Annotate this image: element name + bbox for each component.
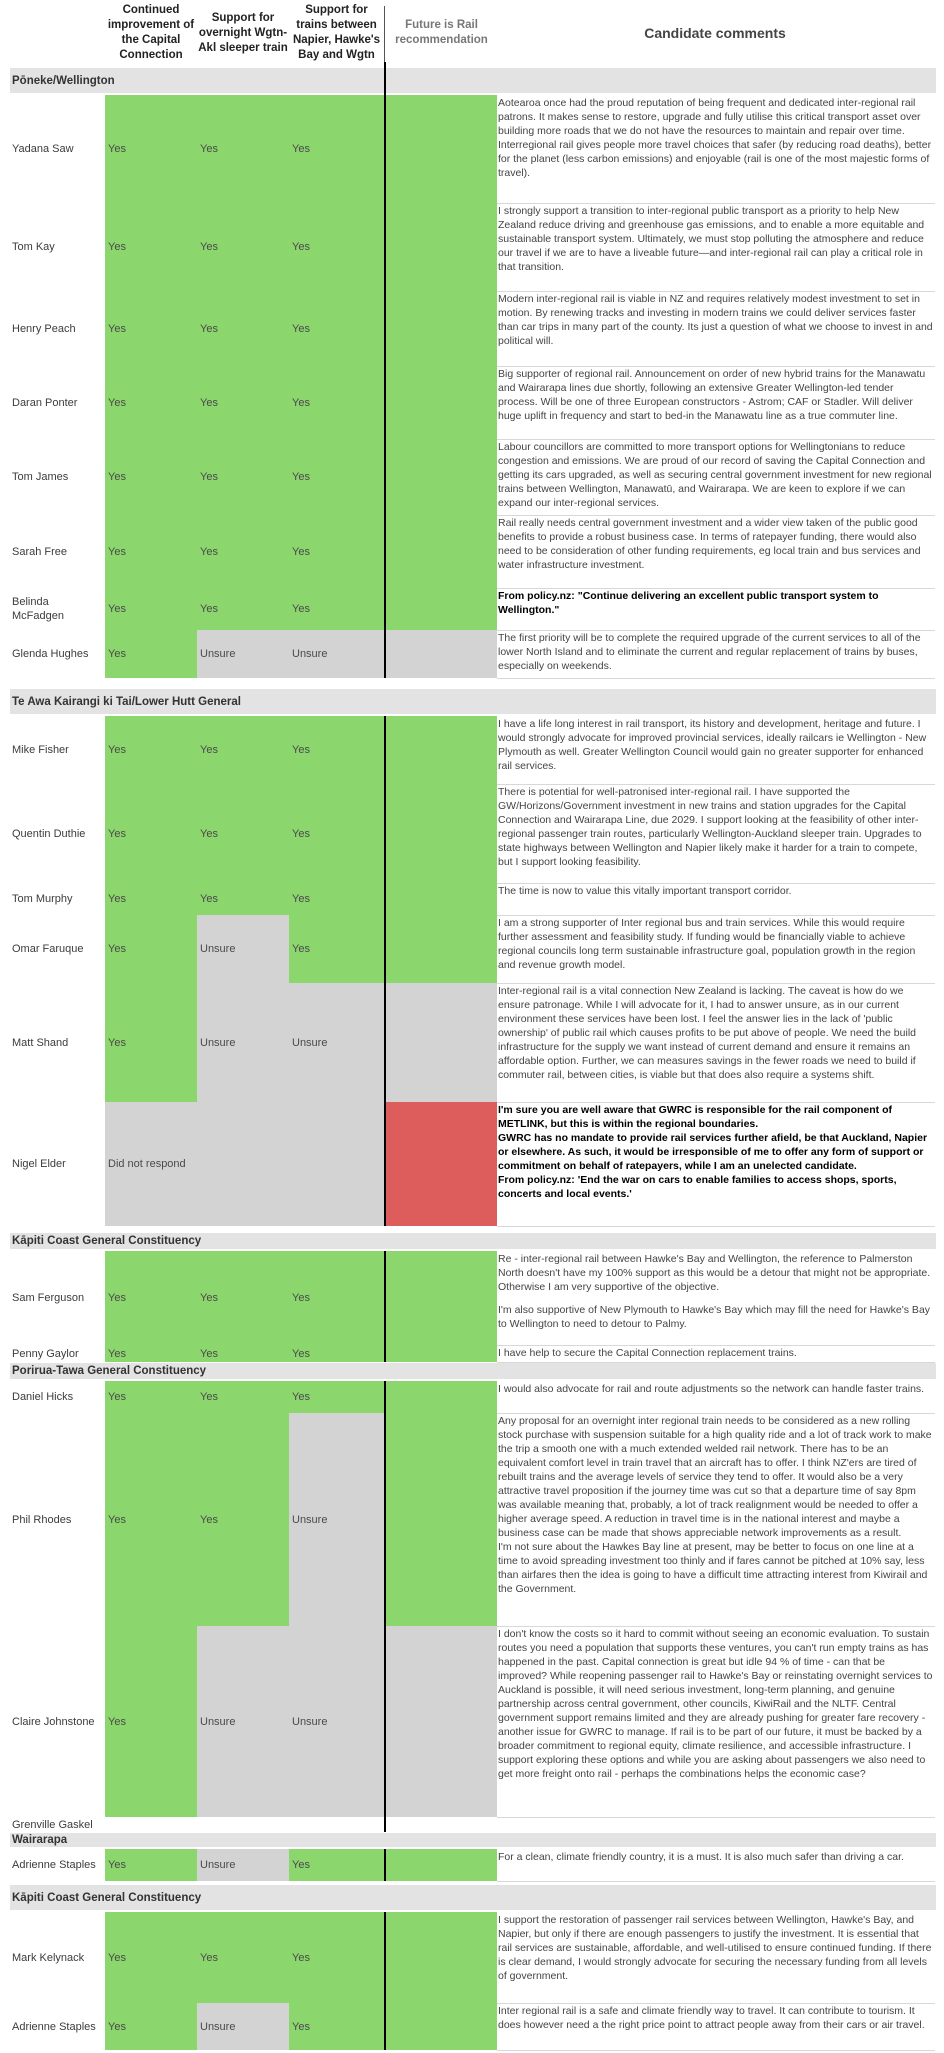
row-separator bbox=[497, 678, 935, 679]
response-c2: Yes bbox=[197, 784, 289, 883]
section-header: Wairarapa bbox=[10, 1833, 936, 1847]
section-header: Te Awa Kairangi ki Tai/Lower Hutt General bbox=[10, 689, 936, 714]
candidate-comment bbox=[497, 983, 933, 1102]
row-separator bbox=[497, 2050, 935, 2051]
candidate-comment bbox=[497, 291, 933, 366]
recommendation-divider-line bbox=[384, 62, 386, 678]
row-separator bbox=[497, 1226, 935, 1227]
response-c2: Unsure bbox=[197, 1849, 289, 1881]
candidate-comment bbox=[497, 439, 933, 515]
candidate-name: Tom Kay bbox=[12, 241, 55, 253]
response-c3: Yes bbox=[289, 588, 384, 630]
response-c1: Yes bbox=[105, 630, 197, 678]
response-c2: Unsure bbox=[197, 983, 289, 1102]
response-c3: Yes bbox=[289, 366, 384, 439]
response-c2: Yes bbox=[197, 1413, 289, 1626]
future-is-rail-recommendation bbox=[386, 1413, 497, 1626]
future-is-rail-recommendation bbox=[386, 95, 497, 203]
comment-paragraph: Any proposal for an overnight inter regional train needs to be considered as a new rolling stock purchase with suspension suitable for a high quality ride and a lot of track work to make the trip a smooth one with a much extended welded rail network. There has to be an equivalent comfort level in train travel that an aircraft has to offer. I think NZ'ers are tired of rebuilt trains and the average levels of service they tend to offer. It would also be a very attractive travel proposition if the journey time was cut so that a departure time of say 8pm was available meaning that, probably, a lot of track realignment would be needed to offer a higher average speed. A reduction in travel time is in the national interest and maybe a business case can be made that shows appreciable network improvements as a result. bbox=[498, 1415, 932, 1539]
response-c3: Yes bbox=[289, 515, 384, 588]
response-c2: Yes bbox=[197, 95, 289, 203]
candidate-name: Adrienne Staples bbox=[12, 2020, 96, 2033]
response-c1: Yes bbox=[105, 915, 197, 983]
response-c3: Yes bbox=[289, 95, 384, 203]
comment-paragraph: The first priority will be to complete the required upgrade of the current services to all of the lower North Island and to eliminate the current and regular replacement of trains by buses, especially on weekends. bbox=[498, 632, 921, 672]
comment-paragraph: Modern inter-regional rail is viable in NZ and requires relatively modest investment to set in motion. By renewing tracks and investing in modern trains we could deliver services faster than car trips in many part of the county. Its just a question of what we choose to invest in and political will. bbox=[498, 293, 933, 347]
response-c3: Yes bbox=[289, 784, 384, 883]
candidate-comment bbox=[497, 1626, 933, 1817]
candidate-name: Penny Gaylor bbox=[12, 1347, 79, 1360]
col-header-napier-hb-wgtn: Support for trains between Napier, Hawke's Bay and Wgtn bbox=[292, 4, 381, 61]
row-separator bbox=[497, 1817, 935, 1818]
did-not-respond-cell: Did not respond bbox=[105, 1102, 384, 1226]
comment-paragraph: I'm also supportive of New Plymouth to Hawke's Bay which may fill the need for Hawke's Bay to Wellington to need to detour to Palmy. bbox=[498, 1304, 931, 1330]
future-is-rail-recommendation bbox=[386, 716, 497, 784]
comment-paragraph: Interregional rail gives people more travel choices that safer (by reducing road deaths), better for the planet (less carbon emissions) and enjoyable (rail is one of the most majestic forms of travel). bbox=[498, 139, 932, 179]
candidate-name: Sam Ferguson bbox=[12, 1292, 85, 1304]
response-c3: Yes bbox=[289, 1381, 384, 1413]
future-is-rail-recommendation bbox=[386, 588, 497, 630]
candidate-comment bbox=[497, 784, 933, 883]
response-c3: Yes bbox=[289, 1345, 384, 1362]
future-is-rail-recommendation bbox=[386, 983, 497, 1102]
future-is-rail-recommendation bbox=[386, 883, 497, 915]
col-header-candidate-comments: Candidate comments bbox=[644, 24, 786, 41]
candidate-comment bbox=[497, 2003, 933, 2050]
response-c1: Yes bbox=[105, 983, 197, 1102]
future-is-rail-recommendation bbox=[386, 630, 497, 678]
candidate-comment bbox=[497, 1381, 933, 1413]
candidate-name: Phil Rhodes bbox=[12, 1513, 72, 1526]
response-c3: Yes bbox=[289, 1251, 384, 1345]
response-c3: Unsure bbox=[289, 1626, 384, 1817]
comment-paragraph: I'm sure you are well aware that GWRC is responsible for the rail component of METLINK, but this is within the regional boundaries. bbox=[498, 1104, 892, 1130]
response-c2: Yes bbox=[197, 716, 289, 784]
response-c3: Yes bbox=[289, 291, 384, 366]
comment-paragraph: I'm not sure about the Hawkes Bay line at present, may be better to focus on one line at a time to avoid spreading investment too thinly and if fares cannot be pitched at 10% say, less than airfares then the idea is going to have a difficult time attracting interest from Kiwirail and the Government. bbox=[498, 1541, 928, 1595]
response-c1: Yes bbox=[105, 1345, 197, 1362]
future-is-rail-recommendation bbox=[386, 1849, 497, 1881]
comment-paragraph: I am a strong supporter of Inter regional bus and train services. While this would require further assessment and feasibility study. If funding would be financially viable to achieve regional councils long term sustainable infrastructure goal, population growth in the region and revenue growth model. bbox=[498, 917, 916, 971]
response-c1: Yes bbox=[105, 439, 197, 515]
response-c1: Yes bbox=[105, 2003, 197, 2050]
recommendation-divider-line bbox=[384, 1251, 386, 1362]
response-c1: Yes bbox=[105, 784, 197, 883]
response-c1: Yes bbox=[105, 515, 197, 588]
candidate-name: Matt Shand bbox=[12, 1036, 69, 1049]
candidate-name: Tom Murphy bbox=[12, 893, 73, 905]
future-is-rail-recommendation bbox=[386, 784, 497, 883]
comment-paragraph: Inter-regional rail is a vital connection New Zealand is lacking. The caveat is how do we ensure patronage. While I will advocate for it, I had to answer unsure, as in our current environment these services have been lost. I feel the answer lies in the lack of 'public ownership' of public rail which causes profits to be put above of people. We need the build infrastructure for the supply we want instead of current demand and ensure it remains an affordable option. Further, we can measures savings in the fewer roads we need to build if commuter rail, between cities, is viable but that does also require a systems shift. bbox=[498, 985, 916, 1081]
col-header-sleeper-train: Support for overnight Wgtn-Akl sleeper train bbox=[198, 11, 288, 54]
comment-paragraph: From policy.nz: "Continue delivering an excellent public transport system to Wellington." bbox=[498, 590, 879, 616]
candidate-name: Yadana Saw bbox=[12, 143, 74, 155]
future-is-rail-recommendation bbox=[386, 203, 497, 291]
response-c1: Yes bbox=[105, 291, 197, 366]
future-is-rail-recommendation bbox=[386, 1626, 497, 1817]
comment-paragraph: I strongly support a transition to inter-regional public transport as a priority to help New Zealand reduce driving and greenhouse gas emissions, and to enable a more equitable and sustainable transport system. Ultimately, we must stop polluting the atmosphere and reduce our travel if we are to have a liveable future—and inter-regional rail can play a critical role in that transition. bbox=[498, 205, 925, 273]
candidate-name: Tom James bbox=[12, 471, 69, 483]
response-c2: Yes bbox=[197, 1345, 289, 1362]
response-c3: Yes bbox=[289, 1849, 384, 1881]
response-c2: Yes bbox=[197, 291, 289, 366]
response-c3: Unsure bbox=[289, 1413, 384, 1626]
response-c2: Yes bbox=[197, 1381, 289, 1413]
comment-paragraph: For a clean, climate friendly country, it is a must. It is also much safer than driving a car. bbox=[498, 1851, 904, 1863]
response-c3: Yes bbox=[289, 883, 384, 915]
future-is-rail-recommendation bbox=[386, 515, 497, 588]
response-c2: Unsure bbox=[197, 915, 289, 983]
response-c1: Yes bbox=[105, 1381, 197, 1413]
response-c3: Unsure bbox=[289, 983, 384, 1102]
comment-paragraph: Inter regional rail is a safe and climate friendly way to travel. It can contribute to tourism. It does however need a the right price point to attract people away from their cars or air travel. bbox=[498, 2005, 925, 2031]
response-c2: Unsure bbox=[197, 2003, 289, 2050]
comment-paragraph: GWRC has no mandate to provide rail services further afield, be that Auckland, Napier or elsewhere. As such, it would be irresponsible of me to offer any form of support or commitment on behalf of ratepayers, while I am an unelected candidate. bbox=[498, 1132, 928, 1172]
candidate-comment bbox=[497, 883, 933, 915]
candidate-name: Daran Ponter bbox=[12, 396, 78, 409]
response-c2: Yes bbox=[197, 883, 289, 915]
response-c2: Yes bbox=[197, 439, 289, 515]
candidate-comment bbox=[497, 716, 933, 784]
section-header: Kāpiti Coast General Constituency bbox=[10, 1233, 936, 1249]
section-header: Kāpiti Coast General Constituency bbox=[10, 1885, 936, 1910]
response-c2: Yes bbox=[197, 1251, 289, 1345]
candidate-name: Sarah Free bbox=[12, 545, 68, 558]
future-is-rail-recommendation bbox=[386, 915, 497, 983]
candidate-name: Mark Kelynack bbox=[12, 1951, 85, 1964]
response-c2: Yes bbox=[197, 366, 289, 439]
col-header-future-is-rail: Future is Rail recommendation bbox=[395, 19, 488, 46]
comment-paragraph: Re - inter-regional rail between Hawke's Bay and Wellington, the reference to Palmerston North doesn't have my 100% support as this would be a detour that might not be appropriate. Otherwise I am very supportive of the objective. bbox=[498, 1253, 931, 1293]
response-c2: Yes bbox=[197, 203, 289, 291]
recommendation-divider-line bbox=[384, 1912, 386, 2050]
response-c1: Yes bbox=[105, 95, 197, 203]
future-is-rail-recommendation bbox=[386, 1345, 497, 1362]
response-c3: Yes bbox=[289, 716, 384, 784]
response-c2: Yes bbox=[197, 515, 289, 588]
comment-paragraph: I support the restoration of passenger rail services between Wellington, Hawke's Bay, and Napier, but only if there are enough passengers to justify the investment. It is essential that rail services are sustainable, affordable, and well-utilised to ensure continued funding. If there is clear demand, I would strongly advocate for securing the necessary funding from all levels of government. bbox=[498, 1914, 932, 1982]
response-c1: Yes bbox=[105, 1626, 197, 1817]
candidate-name: Adrienne Staples bbox=[12, 1859, 96, 1871]
response-c3: Yes bbox=[289, 915, 384, 983]
comment-paragraph: Rail really needs central government investment and a wider view taken of the public good benefits to provide a robust business case. In terms of ratepayer funding, there would also need to be consideration of other funding requirements, eg local train and bus services and water infrastructure investment. bbox=[498, 517, 921, 571]
candidate-name: Grenville Gaskel bbox=[12, 1818, 93, 1831]
candidate-name: Mike Fisher bbox=[12, 744, 69, 756]
response-c3: Unsure bbox=[289, 630, 384, 678]
future-is-rail-recommendation-red bbox=[386, 1102, 497, 1226]
candidate-comment bbox=[497, 915, 933, 983]
candidate-name: Omar Faruque bbox=[12, 943, 84, 955]
row-separator bbox=[497, 1881, 935, 1882]
response-c2: Unsure bbox=[197, 630, 289, 678]
future-is-rail-recommendation bbox=[386, 291, 497, 366]
response-c1: Yes bbox=[105, 366, 197, 439]
future-is-rail-recommendation bbox=[386, 366, 497, 439]
candidate-name: Nigel Elder bbox=[12, 1158, 66, 1170]
candidate-comment bbox=[497, 630, 933, 678]
response-c3: Yes bbox=[289, 203, 384, 291]
response-c1: Yes bbox=[105, 1413, 197, 1626]
response-c1: Yes bbox=[105, 1849, 197, 1881]
future-is-rail-recommendation bbox=[386, 1251, 497, 1345]
future-is-rail-recommendation bbox=[386, 439, 497, 515]
candidate-comment bbox=[497, 1102, 933, 1226]
candidate-name: Claire Johnstone bbox=[12, 1715, 95, 1728]
future-is-rail-recommendation bbox=[386, 2003, 497, 2050]
response-c1: Yes bbox=[105, 1251, 197, 1345]
candidate-comment bbox=[497, 1912, 933, 2003]
candidate-name: Glenda Hughes bbox=[12, 648, 89, 660]
response-c3: Yes bbox=[289, 439, 384, 515]
comment-paragraph: I have help to secure the Capital Connection replacement trains. bbox=[498, 1347, 797, 1359]
comment-paragraph: I don't know the costs so it hard to commit without seeing an economic evaluation. To sustain routes you need a population that supports these ventures, you can't run empty trains as has happened in the past. Capital connection is great but idle 94 % of time - can that be improved? While reopening passenger rail to Hawke's Bay or reinstating overnight services to Auckland is possible, it will need serious investment, long-term planning, and genuine partnership across central government, other councils, KiwiRail and the NLTF. Central government support remains limited and they are already pushing for greater fare recovery - another issue for GWRC to manage. If rail is to be part of our future, it must be backed by a broader commitment to regional equity, climate resilience, and accessible infrastructure. I support exploring these options and while you are asking about passengers we also need to get more freight onto rail - perhaps the combinations helps the economic case? bbox=[498, 1628, 933, 1780]
future-is-rail-recommendation bbox=[386, 1912, 497, 2003]
header-divider-line bbox=[384, 6, 385, 62]
response-c2: Yes bbox=[197, 588, 289, 630]
comment-paragraph: From policy.nz: 'End the war on cars to enable families to access shops, sports, concerts and local events.' bbox=[498, 1174, 897, 1200]
response-c1: Yes bbox=[105, 883, 197, 915]
comment-paragraph: Aotearoa once had the proud reputation of being frequent and dedicated inter-regional rail patrons. It makes sense to restore, upgrade and fully utilise this critical transport asset over building more roads that we do not have the resources to maintain and repair over time. bbox=[498, 97, 921, 137]
candidate-comment bbox=[497, 1413, 933, 1626]
comment-paragraph: The time is now to value this vitally important transport corridor. bbox=[498, 885, 792, 897]
section-header: Porirua-Tawa General Constituency bbox=[10, 1363, 936, 1379]
recommendation-divider-line bbox=[384, 1381, 386, 1832]
response-c1: Yes bbox=[105, 716, 197, 784]
candidate-comment bbox=[497, 95, 933, 203]
response-c1: Yes bbox=[105, 1912, 197, 2003]
candidate-comment bbox=[497, 203, 933, 291]
comment-paragraph: Big supporter of regional rail. Announcement on order of new hybrid trains for the Manawatu and Wairarapa lines due shortly, following an extensive Greater Wellington-led tender process. Will be one of three European constructors - Astrom; CAF or Stadler. Will deliver huge uplift in frequency and start to bed-in the Manawatu line as a true commuter line. bbox=[498, 368, 926, 422]
future-is-rail-recommendation bbox=[386, 1381, 497, 1413]
candidate-name: Daniel Hicks bbox=[12, 1391, 74, 1403]
candidate-comment bbox=[497, 1849, 933, 1881]
candidate-comment bbox=[497, 366, 933, 439]
candidate-comment bbox=[497, 1251, 933, 1345]
candidate-name: Henry Peach bbox=[12, 322, 76, 335]
col-header-capital-connection: Continued improvement of the Capital Connection bbox=[107, 4, 195, 61]
candidate-comment bbox=[497, 588, 933, 630]
comment-paragraph: There is potential for well-patronised inter-regional rail. I have supported the GW/Horizons/Government investment in new trains and station upgrades for the Capital Connection and Wairarapa Line, due 2029. I support looking at the feasibility of other inter-regional passenger train routes, particularly Wellington-Auckland sleeper train. Upgrades to state highways between Wellington and Napier likely make it harder for a train to compete, but I support looking feasibility. bbox=[498, 786, 922, 868]
response-c3: Yes bbox=[289, 2003, 384, 2050]
section-header: Pōneke/Wellington bbox=[10, 68, 936, 93]
recommendation-divider-line bbox=[384, 716, 386, 1226]
candidate-comment bbox=[497, 515, 933, 588]
candidate-comment bbox=[497, 1345, 933, 1362]
response-c1: Yes bbox=[105, 203, 197, 291]
response-c2: Yes bbox=[197, 1912, 289, 2003]
candidate-name: Belinda McFadgen bbox=[12, 596, 64, 622]
response-c3: Yes bbox=[289, 1912, 384, 2003]
response-c2: Unsure bbox=[197, 1626, 289, 1817]
comment-paragraph: I would also advocate for rail and route adjustments so the network can handle faster trains. bbox=[498, 1383, 925, 1395]
comment-paragraph: Labour councillors are committed to more transport options for Wellingtonians to reduce congestion and emissions. We are proud of our record of saving the Capital Connection and getting its cars upgraded, as well as securing central government investment for new regional trains between Wellington, Manawatū, and Wairarapa. We are keen to explore if we can expand our inter-regional services. bbox=[498, 441, 932, 509]
response-c1: Yes bbox=[105, 588, 197, 630]
comment-paragraph: I have a life long interest in rail transport, its history and development, heritage and future. I would strongly advocate for improved provincial services, ideally railcars ie Wellington - New Plymouth as well. Greater Wellington Council would gain no greater supporter for enhanced rail services. bbox=[498, 718, 927, 772]
recommendation-divider-line bbox=[384, 1849, 386, 1881]
candidate-name: Quentin Duthie bbox=[12, 827, 86, 840]
